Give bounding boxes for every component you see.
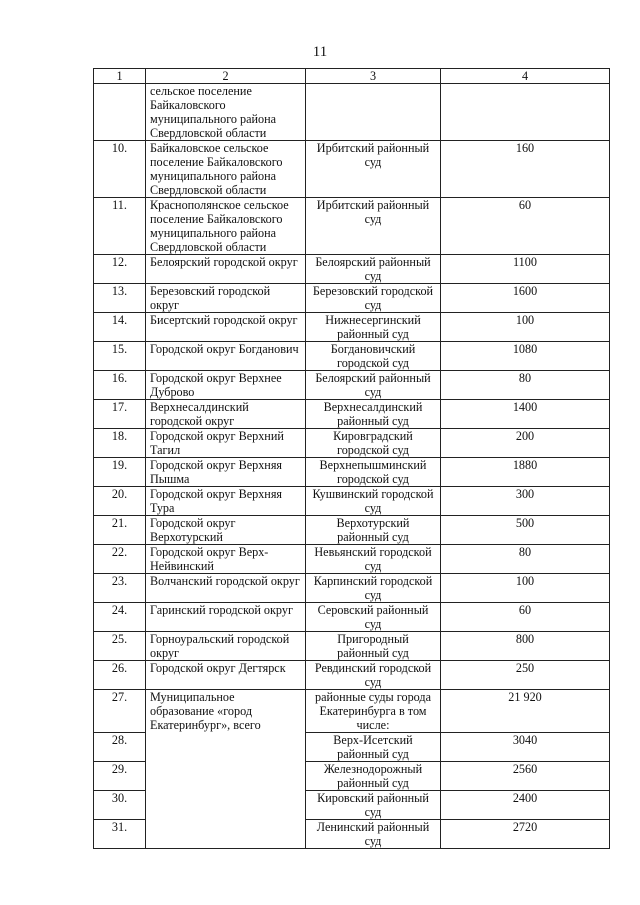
table-row xyxy=(94,516,610,545)
table-row xyxy=(94,342,610,371)
table-row xyxy=(94,371,610,400)
cell-court: районные суды города Екатеринбурга в том числе: xyxy=(306,690,441,733)
header-col-3: 3 xyxy=(306,69,441,84)
cell-court: Кировский районный суд xyxy=(306,791,441,820)
table-row xyxy=(94,284,610,313)
cell-value: 1600 xyxy=(441,284,610,313)
cell-value: 1100 xyxy=(441,255,610,284)
cell-court: Карпинский городской суд xyxy=(306,574,441,603)
cell-court: Невьянский городской суд xyxy=(306,545,441,574)
cell-municipality: Волчанский городской округ xyxy=(146,574,306,603)
cell-municipality: Городской округ Верхняя Тура xyxy=(146,487,306,516)
cell-court: Ревдинский городской суд xyxy=(306,661,441,690)
cell-court: Ирбитский районный суд xyxy=(306,141,441,198)
cell-value: 2720 xyxy=(441,820,610,849)
table-row xyxy=(94,545,610,574)
cell-num: 13. xyxy=(94,284,146,313)
page-number: 11 xyxy=(312,44,328,60)
cell-num: 18. xyxy=(94,429,146,458)
header-col-1: 1 xyxy=(94,69,146,84)
cell-num: 21. xyxy=(94,516,146,545)
cell-value: 1880 xyxy=(441,458,610,487)
cell-value: 80 xyxy=(441,371,610,400)
cell-municipality: Горноуральский городской округ xyxy=(146,632,306,661)
cell-value xyxy=(441,84,610,141)
cell-court: Богдановичский городской суд xyxy=(306,342,441,371)
continuation-row xyxy=(94,84,610,141)
cell-municipality: Городской округ Верхнее Дуброво xyxy=(146,371,306,400)
cell-value: 3040 xyxy=(441,733,610,762)
cell-num: 19. xyxy=(94,458,146,487)
cell-value: 21 920 xyxy=(441,690,610,733)
cell-num: 12. xyxy=(94,255,146,284)
cell-num: 27. xyxy=(94,690,146,733)
table-row xyxy=(94,400,610,429)
cell-num: 28. xyxy=(94,733,146,762)
cell-court: Кушвинский городской суд xyxy=(306,487,441,516)
cell-municipality: Городской округ Богданович xyxy=(146,342,306,371)
table-row xyxy=(94,141,610,198)
cell-value: 300 xyxy=(441,487,610,516)
cell-value: 2560 xyxy=(441,762,610,791)
table-row xyxy=(94,690,610,733)
cell-municipality: Городской округ Дегтярск xyxy=(146,661,306,690)
cell-value: 800 xyxy=(441,632,610,661)
cell-num: 26. xyxy=(94,661,146,690)
cell-court: Белоярский районный суд xyxy=(306,371,441,400)
table-row xyxy=(94,487,610,516)
cell-value: 2400 xyxy=(441,791,610,820)
cell-municipality: Гаринский городской округ xyxy=(146,603,306,632)
cell-value: 500 xyxy=(441,516,610,545)
header-row xyxy=(94,69,610,84)
header-col-4: 4 xyxy=(441,69,610,84)
cell-court: Пригородный районный суд xyxy=(306,632,441,661)
cell-court: Серовский районный суд xyxy=(306,603,441,632)
header-col-2: 2 xyxy=(146,69,306,84)
cell-value: 200 xyxy=(441,429,610,458)
cell-municipality: Городской округ Верхний Тагил xyxy=(146,429,306,458)
cell-municipality: Бисертский городской округ xyxy=(146,313,306,342)
cell-value: 60 xyxy=(441,603,610,632)
cell-num: 23. xyxy=(94,574,146,603)
cell-num: 16. xyxy=(94,371,146,400)
cell-num: 25. xyxy=(94,632,146,661)
table-row xyxy=(94,632,610,661)
cell-value: 1080 xyxy=(441,342,610,371)
table-row xyxy=(94,313,610,342)
table-row xyxy=(94,661,610,690)
table-row xyxy=(94,574,610,603)
cell-num: 10. xyxy=(94,141,146,198)
cell-municipality: Байкаловское сельское поселение Байкаловского муниципального района Свердловской области xyxy=(146,141,306,198)
cell-num: 24. xyxy=(94,603,146,632)
cell-municipality: Березовский городской округ xyxy=(146,284,306,313)
cell-num: 17. xyxy=(94,400,146,429)
table-row xyxy=(94,458,610,487)
cell-num: 15. xyxy=(94,342,146,371)
cell-court: Ленинский районный суд xyxy=(306,820,441,849)
allocation-table xyxy=(93,68,610,849)
cell-num: 11. xyxy=(94,198,146,255)
cell-value: 80 xyxy=(441,545,610,574)
cell-num: 29. xyxy=(94,762,146,791)
cell-court: Белоярский районный суд xyxy=(306,255,441,284)
cell-num xyxy=(94,84,146,141)
table-row xyxy=(94,429,610,458)
table-row xyxy=(94,198,610,255)
cell-court: Нижнесергинский районный суд xyxy=(306,313,441,342)
cell-num: 30. xyxy=(94,791,146,820)
cell-court: Железнодорожный районный суд xyxy=(306,762,441,791)
cell-court: Верхнепышминский городской суд xyxy=(306,458,441,487)
cell-court: Верхотурский районный суд xyxy=(306,516,441,545)
cell-value: 250 xyxy=(441,661,610,690)
cell-num: 20. xyxy=(94,487,146,516)
cell-num: 14. xyxy=(94,313,146,342)
cell-value: 160 xyxy=(441,141,610,198)
table-row xyxy=(94,255,610,284)
cell-court: Верх-Исетский районный суд xyxy=(306,733,441,762)
cell-value: 1400 xyxy=(441,400,610,429)
cell-municipality: Городской округ Верх-Нейвинский xyxy=(146,545,306,574)
table-row xyxy=(94,603,610,632)
cell-court xyxy=(306,84,441,141)
cell-value: 100 xyxy=(441,574,610,603)
cell-num: 31. xyxy=(94,820,146,849)
cell-court: Верхнесалдинский районный суд xyxy=(306,400,441,429)
cell-court: Березовский городской суд xyxy=(306,284,441,313)
cell-num: 22. xyxy=(94,545,146,574)
cell-municipality: Городской округ Верхотурский xyxy=(146,516,306,545)
cell-value: 60 xyxy=(441,198,610,255)
cell-municipality: Городской округ Верхняя Пышма xyxy=(146,458,306,487)
cell-municipality: Краснополянское сельское поселение Байкаловского муниципального района Свердловской области xyxy=(146,198,306,255)
cell-municipality: Верхнесалдинский городской округ xyxy=(146,400,306,429)
cell-court: Кировградский городской суд xyxy=(306,429,441,458)
cell-court: Ирбитский районный суд xyxy=(306,198,441,255)
cell-municipality: сельское поселение Байкаловского муниципального района Свердловской области xyxy=(146,84,306,141)
cell-municipality: Белоярский городской округ xyxy=(146,255,306,284)
cell-value: 100 xyxy=(441,313,610,342)
cell-municipality: Муниципальное образование «город Екатеринбург», всего xyxy=(146,690,306,849)
